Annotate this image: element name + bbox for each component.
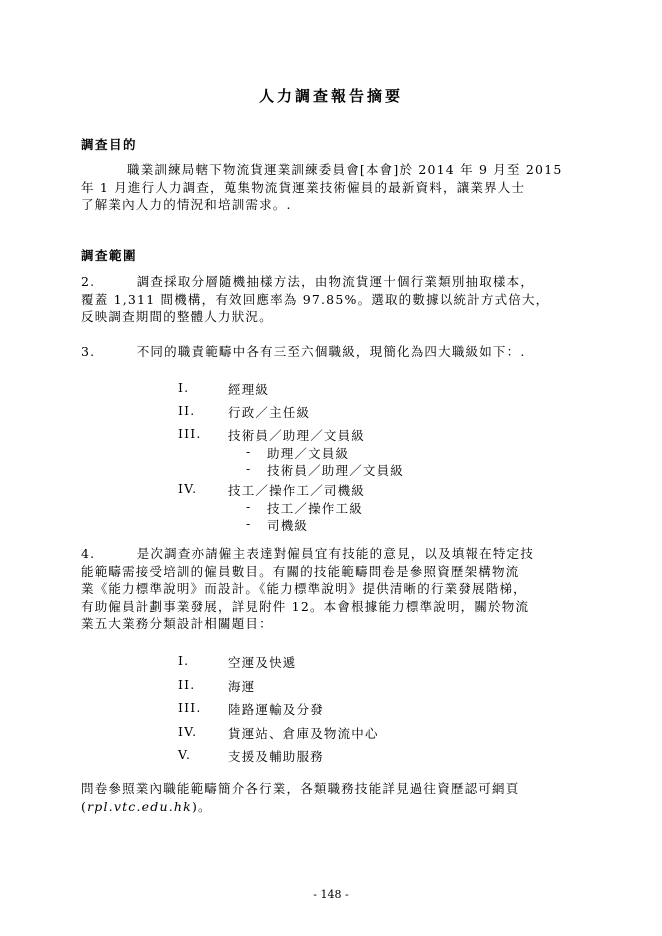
list-item-number: V. — [178, 747, 192, 762]
list-item-label: 空運及快遞 — [228, 655, 297, 670]
list-item-label: 技工／操作工／司機級 — [228, 483, 366, 498]
paragraph-line: 職業訓練局轄下物流貨運業訓練委員會[本會]於 2014 年 9 月至 2015 — [127, 162, 563, 177]
list-item-label: 海運 — [228, 678, 256, 694]
paragraph-line: 能範疇需接受培訓的僱員數目。有關的技能範疇問卷是參照資歷架構物流 — [81, 563, 520, 579]
closing-paren-open: ( — [81, 798, 88, 814]
paragraph-line: 覆蓋 1,311 間機構，有效回應率為 97.85%。選取的數據以統計方式倍大， — [81, 291, 550, 307]
paragraph-line: 問卷參照業內職能範疇簡介各行業，各類職務技能詳見過往資歷認可網頁 — [81, 781, 520, 796]
sub-list-label: 司機級 — [267, 518, 309, 533]
section-heading-scope: 調查範圍 — [81, 248, 138, 263]
list-item-label: 經理級 — [228, 382, 270, 397]
list-item-number: I. — [178, 380, 190, 395]
list-item-label: 技術員／助理／文員級 — [228, 428, 366, 443]
page-number: - 148 - — [313, 888, 349, 901]
sub-list-dash: - — [246, 461, 252, 476]
list-item-number: III. — [178, 700, 202, 715]
purpose-paragraph — [81, 161, 584, 179]
list-item-number: I. — [178, 653, 190, 668]
purpose-paragraph-cont — [81, 179, 584, 214]
paragraph-3 — [81, 343, 584, 361]
sub-list-dash: - — [246, 499, 252, 514]
list-item-number: IV. — [178, 723, 198, 739]
paragraph-line: 業《能力標準說明》而設計。《能力標準說明》提供清晰的行業發展階梯， — [81, 581, 527, 596]
paragraph-line: 了解業內人力的情況和培訓需求。. — [81, 197, 292, 212]
section-heading-purpose: 調查目的 — [81, 137, 138, 152]
list-item-label: 陸路運輸及分發 — [228, 702, 324, 717]
sub-list-dash: - — [246, 516, 252, 531]
list-item-number: II. — [178, 403, 196, 418]
closing-paren-close: )。 — [191, 798, 212, 814]
paragraph-line: 年 1 月進行人力調查，蒐集物流貨運業技術僱員的最新資料，讓業界人士 — [81, 179, 526, 195]
paragraph-line: 2. 調查採取分層隨機抽樣方法，由物流貨運十個行業類別抽取樣本， — [81, 274, 535, 289]
list-item-number: III. — [178, 426, 202, 441]
page-title: 人力調查報告摘要 — [258, 87, 403, 105]
sub-list-label: 技術員／助理／文員級 — [267, 463, 405, 478]
paragraph-4 — [81, 545, 584, 633]
list-item-label: 支援及輔助服務 — [228, 749, 324, 764]
closing-paragraph — [81, 780, 584, 815]
paragraph-line: 業五大業務分類設計相關題目： — [81, 616, 273, 631]
list-item-number: IV. — [178, 481, 198, 496]
paragraph-line: 4. 是次調查亦請僱主表達對僱員宜有技能的意見，以及填報在特定技 — [81, 546, 535, 561]
list-item-label: 貨運站、倉庫及物流中心 — [228, 725, 379, 741]
website-link[interactable]: rpl.vtc.edu.hk — [87, 798, 192, 814]
paragraph-line: 有助僱員計劃事業發展，詳見附件 12。本會根據能力標準說明，關於物流 — [81, 598, 530, 614]
list-item-label: 行政／主任級 — [228, 405, 311, 420]
sub-list-label: 技工／操作工級 — [267, 501, 363, 516]
paragraph-2 — [81, 273, 584, 326]
sub-list-label: 助理／文員級 — [267, 446, 350, 461]
paragraph-line: 3. 不同的職責範疇中各有三至六個職級，現簡化為四大職級如下：. — [81, 344, 526, 359]
paragraph-line — [81, 798, 584, 816]
sub-list-dash: - — [246, 444, 252, 459]
paragraph-line: 反映調查期間的整體人力狀況。 — [81, 309, 273, 324]
list-item-number: II. — [178, 676, 196, 692]
